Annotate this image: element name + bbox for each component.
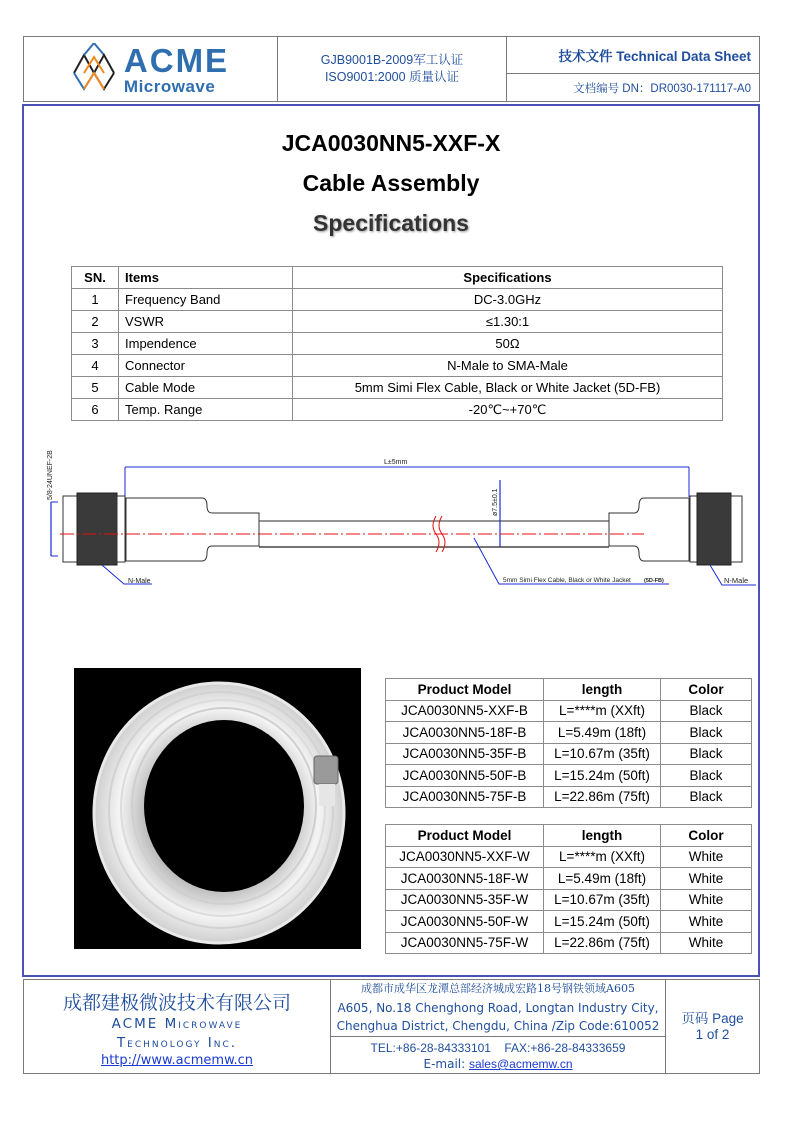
- spec-item: Cable Mode: [119, 377, 293, 399]
- product-color: Black: [661, 700, 752, 722]
- col-length: length: [544, 679, 661, 701]
- page-indicator: [666, 980, 759, 1073]
- spec-row: [72, 355, 723, 377]
- product-color: White: [661, 911, 752, 933]
- right-connector-knurl: [697, 493, 731, 565]
- product-row: [386, 765, 752, 787]
- product-color: Black: [661, 786, 752, 808]
- product-color: White: [661, 868, 752, 890]
- company-logo: [24, 37, 278, 101]
- email-label: E-mail:: [423, 1057, 469, 1071]
- right-connector-ring: [690, 496, 697, 562]
- spec-item: Connector: [119, 355, 293, 377]
- col-product-model: Product Model: [386, 825, 544, 847]
- product-length: L=22.86m (75ft): [544, 932, 661, 954]
- spec-value: DC-3.0GHz: [293, 289, 723, 311]
- spec-value: 5mm Simi Flex Cable, Black or White Jacket (5D-FB): [293, 377, 723, 399]
- product-row: [386, 846, 752, 868]
- company-block: [24, 980, 331, 1073]
- product-color: Black: [661, 743, 752, 765]
- left-connector-ring: [117, 496, 125, 562]
- spec-row: [72, 377, 723, 399]
- logo-brand-text: ACME: [123, 41, 230, 79]
- product-table-black: [385, 678, 752, 808]
- left-connector-knurl: [77, 493, 117, 565]
- product-length: L=****m (XXft): [544, 846, 661, 868]
- email-link[interactable]: sales@acmemw.cn: [468, 1057, 573, 1071]
- spec-item: VSWR: [119, 311, 293, 333]
- product-length: L=****m (XXft): [544, 700, 661, 722]
- length-label: L±5mm: [384, 459, 408, 466]
- spec-row: [72, 399, 723, 421]
- col-specifications: Specifications: [293, 267, 723, 289]
- product-row: [386, 743, 752, 765]
- product-model: JCA0030NN5-XXF-W: [386, 846, 544, 868]
- model-title: JCA0030NN5-XXF-X: [281, 130, 501, 156]
- spec-row: [72, 311, 723, 333]
- right-connector-nose: [731, 496, 742, 562]
- product-row: [386, 868, 752, 890]
- address-cn: 成都市成华区龙潭总部经济城成宏路18号钢铁领域A605: [361, 982, 635, 995]
- page-value: 1 of 2: [695, 1026, 730, 1042]
- spec-row: [72, 289, 723, 311]
- product-color: White: [661, 846, 752, 868]
- company-name-en-1: ACME Microwave: [111, 1016, 243, 1032]
- col-items: Items: [119, 267, 293, 289]
- product-length: L=10.67m (35ft): [544, 743, 661, 765]
- spec-value: ≤1.30:1: [293, 311, 723, 333]
- product-photo: [74, 668, 361, 949]
- spec-value: -20℃~+70℃: [293, 399, 723, 421]
- spec-item: Impendence: [119, 333, 293, 355]
- col-sn: SN.: [72, 267, 119, 289]
- product-model: JCA0030NN5-35F-B: [386, 743, 544, 765]
- spec-sn: 2: [72, 311, 119, 333]
- left-connector-nose: [63, 496, 77, 562]
- thread-label: 5/8-24UNEF-2B: [47, 450, 54, 500]
- left-connector-label: N-Male: [128, 578, 151, 585]
- col-color: Color: [661, 825, 752, 847]
- col-product-model: Product Model: [386, 679, 544, 701]
- certifications: [278, 37, 507, 101]
- product-length: L=5.49m (18ft): [544, 868, 661, 890]
- product-row: [386, 889, 752, 911]
- contact-block: [331, 1037, 665, 1073]
- spec-item: Frequency Band: [119, 289, 293, 311]
- product-title: Cable Assembly: [302, 170, 480, 196]
- diameter-label: ø7.5±0.1: [492, 488, 499, 516]
- cable-code: (5D-FB): [644, 578, 664, 584]
- logo-sub-text: Microwave: [123, 76, 216, 96]
- doc-number: 文档编号 DN：DR0030-171117-A0: [573, 82, 751, 95]
- product-row: [386, 722, 752, 744]
- address-block: [331, 980, 665, 1037]
- product-color: Black: [661, 765, 752, 787]
- tel-number: TEL:+86-28-84333101: [370, 1041, 491, 1055]
- address-en-1: A605, No.18 Chenghong Road, Longtan Industry City,: [337, 1000, 659, 1015]
- address-en-2: Chenghua District, Chengdu, China /Zip Code:610052: [336, 1019, 660, 1033]
- spec-item: Temp. Range: [119, 399, 293, 421]
- product-table-white: [385, 824, 752, 954]
- right-connector-label: N-Male: [724, 576, 749, 585]
- cable-coil-image: [74, 668, 361, 949]
- spec-sn: 5: [72, 377, 119, 399]
- cert-gjb: GJB9001B-2009军工认证: [320, 53, 464, 67]
- spec-row: [72, 333, 723, 355]
- section-title: Specifications: [313, 210, 469, 236]
- product-header-row: [386, 679, 752, 701]
- website-link[interactable]: http://www.acmemw.cn: [100, 1053, 254, 1068]
- spec-sn: 6: [72, 399, 119, 421]
- spec-sn: 3: [72, 333, 119, 355]
- product-color: White: [661, 889, 752, 911]
- product-length: L=15.24m (50ft): [544, 765, 661, 787]
- right-boot: [609, 498, 689, 561]
- document-header: [23, 36, 760, 102]
- col-length: length: [544, 825, 661, 847]
- product-model: JCA0030NN5-18F-W: [386, 868, 544, 890]
- product-model: JCA0030NN5-50F-B: [386, 765, 544, 787]
- doc-type: 技术文件 Technical Data Sheet: [507, 37, 759, 74]
- spec-value: N-Male to SMA-Male: [293, 355, 723, 377]
- company-name-cn: 成都建极微波技术有限公司: [62, 993, 291, 1014]
- product-model: JCA0030NN5-50F-W: [386, 911, 544, 933]
- left-boot: [126, 498, 259, 561]
- product-length: L=5.49m (18ft): [544, 722, 661, 744]
- product-row: [386, 911, 752, 933]
- spec-sn: 4: [72, 355, 119, 377]
- cert-iso: ISO9001:2000 质量认证: [324, 70, 460, 84]
- spec-table: [71, 266, 723, 421]
- product-model: JCA0030NN5-75F-B: [386, 786, 544, 808]
- acme-logo-icon: [72, 43, 118, 95]
- col-color: Color: [661, 679, 752, 701]
- product-length: L=22.86m (75ft): [544, 786, 661, 808]
- product-row: [386, 932, 752, 954]
- spec-value: 50Ω: [293, 333, 723, 355]
- page-label: 页码 Page: [681, 1010, 744, 1026]
- spec-header-row: [72, 267, 723, 289]
- spec-sn: 1: [72, 289, 119, 311]
- product-model: JCA0030NN5-XXF-B: [386, 700, 544, 722]
- fax-number: FAX:+86-28-84333659: [504, 1041, 626, 1055]
- cable-label: 5mm Simi Flex Cable, Black or White Jacket: [503, 577, 631, 584]
- company-name-en-2: Technology Inc.: [116, 1035, 238, 1051]
- cable-drawing: [44, 440, 758, 592]
- document-footer: [23, 979, 760, 1074]
- product-length: L=10.67m (35ft): [544, 889, 661, 911]
- product-model: JCA0030NN5-18F-B: [386, 722, 544, 744]
- product-row: [386, 700, 752, 722]
- product-header-row: [386, 825, 752, 847]
- product-model: JCA0030NN5-35F-W: [386, 889, 544, 911]
- product-row: [386, 786, 752, 808]
- content-frame: [22, 104, 760, 977]
- product-model: JCA0030NN5-75F-W: [386, 932, 544, 954]
- product-color: White: [661, 932, 752, 954]
- product-color: Black: [661, 722, 752, 744]
- product-length: L=15.24m (50ft): [544, 911, 661, 933]
